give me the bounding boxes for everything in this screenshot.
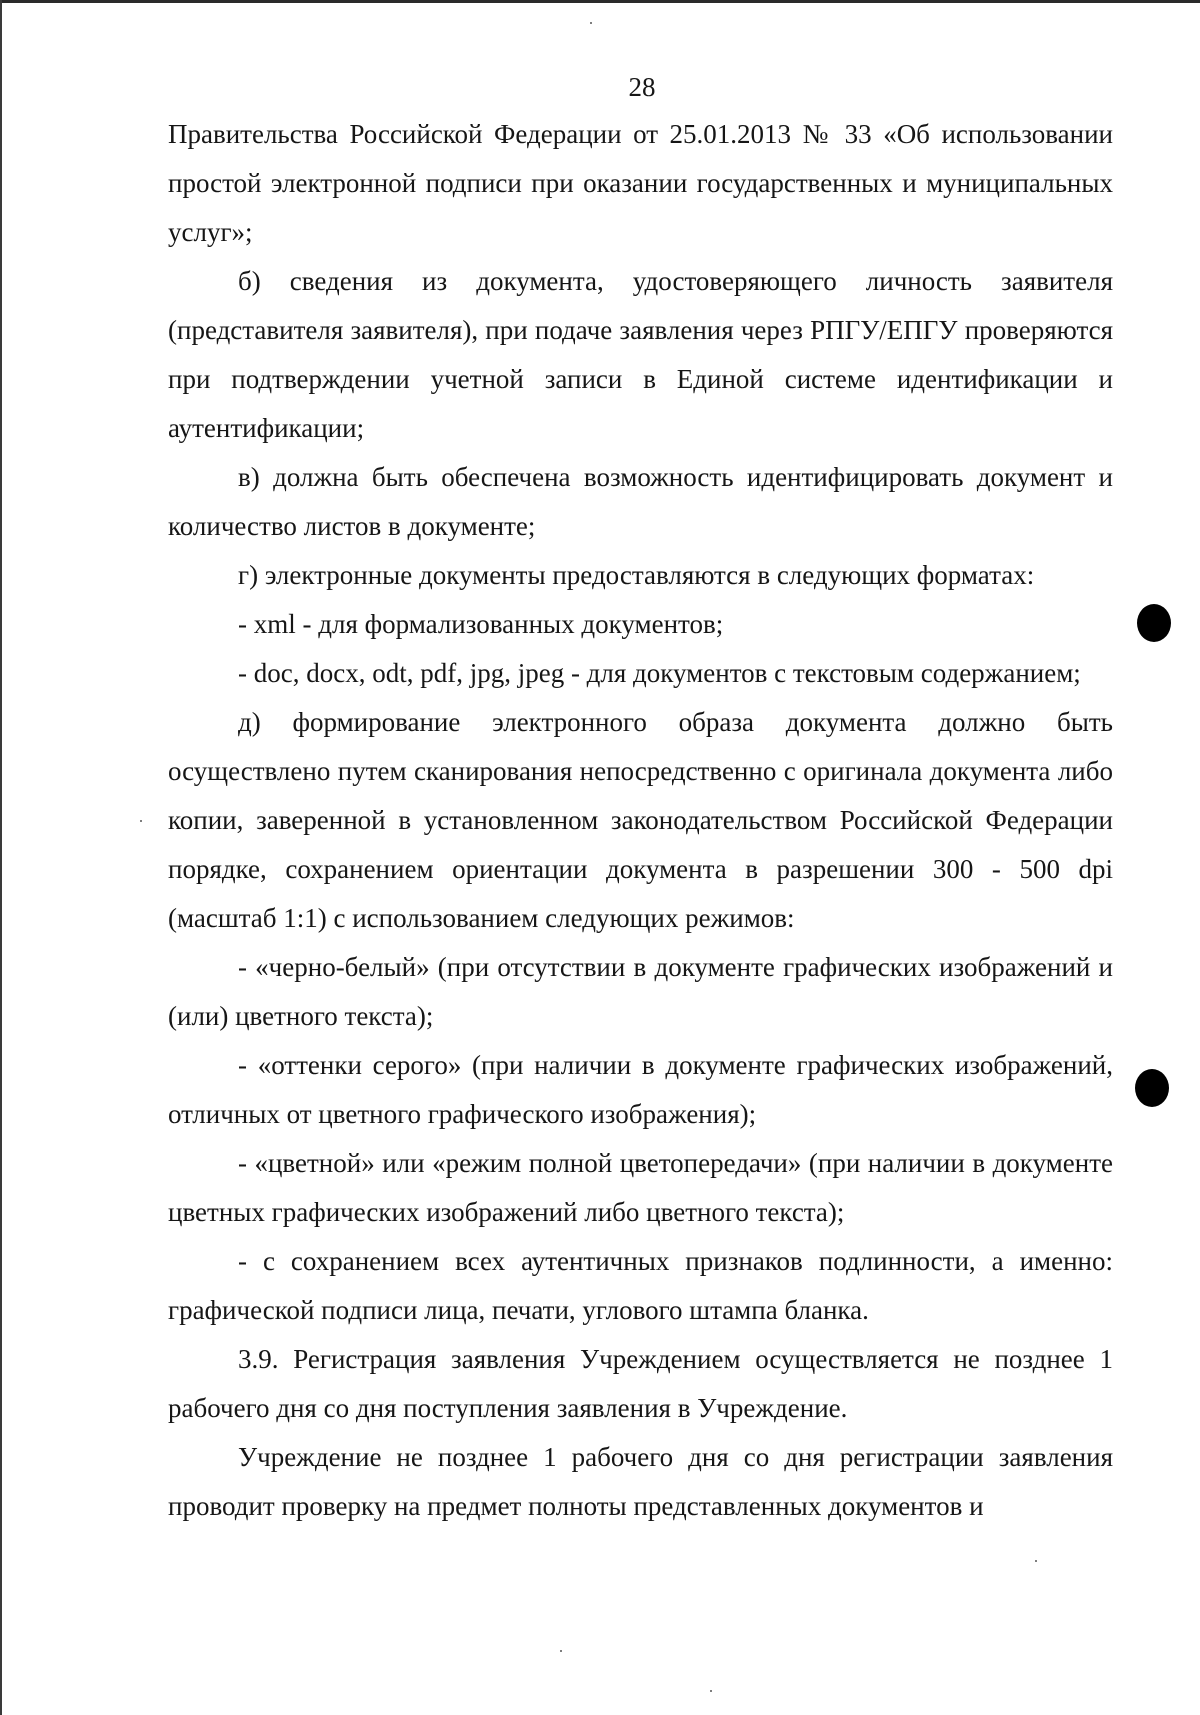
paragraph-verification: Учреждение не позднее 1 рабочего дня со дня регистрации заявления проводит проверку на предмет полноты представленных документов и: [168, 1442, 1113, 1521]
paragraph-item-d: д) формирование электронного образа документа должно быть осуществлено путем сканирования непосредственно с оригинала документа либо копии, заверенной в установленном законодательством Российской Федерации порядке, сохранением ориентации документа в разрешении 300 - 500 dpi (масштаб 1:1) с использованием следующих режимов:: [168, 707, 1113, 933]
list-item-grayscale: - «оттенки серого» (при наличии в документе графических изображений, отличных от цветного графического изображения);: [168, 1050, 1113, 1129]
document-body: [168, 110, 1113, 1531]
scan-speck: [590, 22, 592, 24]
page-number: 28: [628, 72, 656, 102]
paragraph-item-g: г) электронные документы предоставляются в следующих форматах:: [238, 560, 1035, 590]
paragraph-item-v: в) должна быть обеспечена возможность идентифицировать документ и количество листов в документе;: [168, 462, 1113, 541]
paragraph-item-b: б) сведения из документа, удостоверяющего личность заявителя (представителя заявителя), при подаче заявления через РПГУ/ЕПГУ проверяются при подтверждении учетной записи в Единой системе идентификации и аутентификации;: [168, 266, 1113, 443]
scan-edge-top: [0, 0, 1200, 3]
punch-hole-top: [1137, 604, 1171, 642]
list-item-color: - «цветной» или «режим полной цветопередачи» (при наличии в документе цветных графических изображений либо цветного текста);: [168, 1148, 1113, 1227]
scan-speck: [710, 1690, 712, 1692]
scan-edge-left: [0, 0, 2, 1715]
scan-speck: [140, 820, 142, 822]
paragraph-continuation: Правительства Российской Федерации от 25.01.2013 № 33 «Об использовании простой электронной подписи при оказании государственных и муниципальных услуг»;: [168, 119, 1113, 247]
list-item-authenticity: - с сохранением всех аутентичных признаков подлинности, а именно: графической подписи лица, печати, углового штампа бланка.: [168, 1246, 1113, 1325]
paragraph-section-3-9: 3.9. Регистрация заявления Учреждением осуществляется не позднее 1 рабочего дня со дня поступления заявления в Учреждение.: [168, 1344, 1113, 1423]
scan-speck: [1035, 1560, 1037, 1562]
scan-speck: [560, 1650, 562, 1652]
punch-hole-bottom: [1135, 1069, 1169, 1107]
list-item-text-formats: - doc, docx, odt, pdf, jpg, jpeg - для документов с текстовым содержанием;: [238, 658, 1081, 688]
list-item-black-white: - «черно-белый» (при отсутствии в документе графических изображений и (или) цветного текста);: [168, 952, 1113, 1031]
list-item-xml: - xml - для формализованных документов;: [238, 609, 724, 639]
